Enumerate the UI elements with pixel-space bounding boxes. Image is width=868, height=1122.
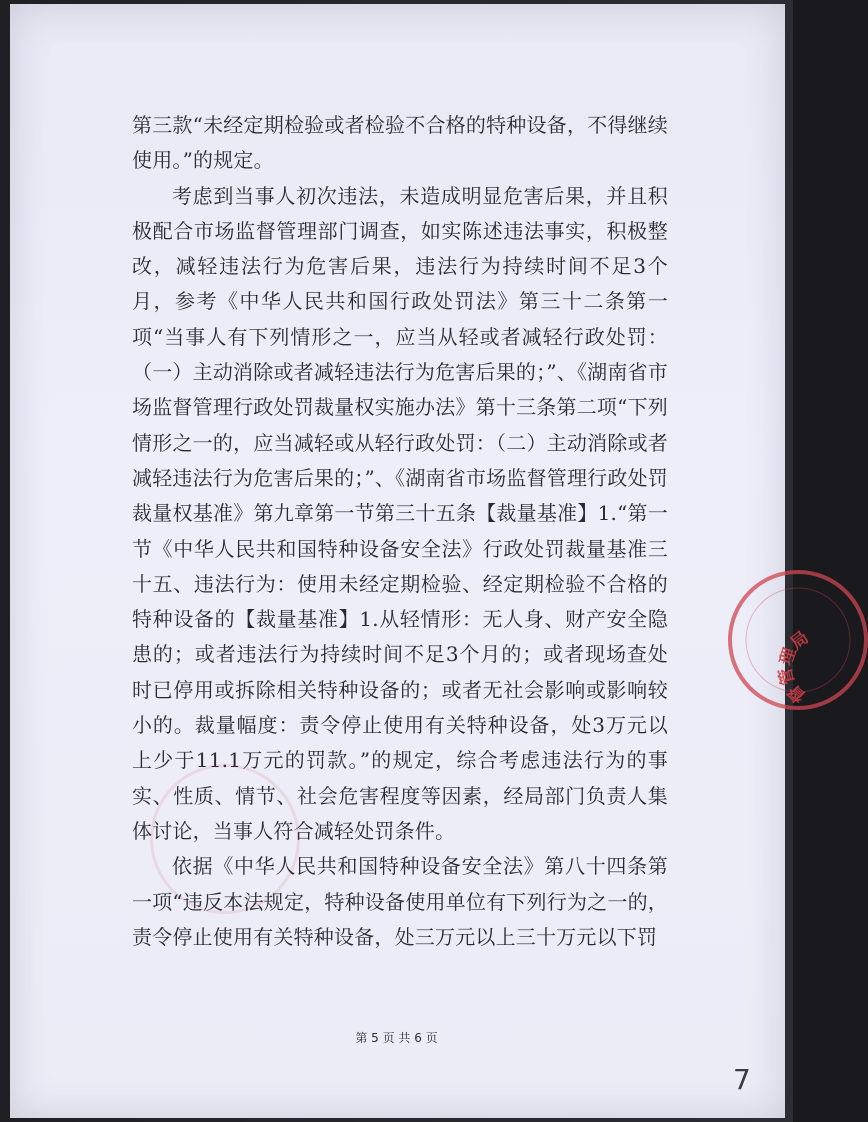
paragraph-legal-basis: 依据《中华人民共和国特种设备安全法》第八十四条第一项“违反本法规定，特种设备使用单位有下列行为之一的，责令停止使用有关特种设备，处三万元以上三十万元以下罚 xyxy=(132,854,668,949)
paragraph-continuation: 第三款“未经定期检验或者检验不合格的特种设备，不得继续使用。”的规定。 xyxy=(132,113,668,173)
handwritten-page-mark: 7 xyxy=(733,1063,751,1096)
document-body xyxy=(132,108,668,955)
svg-text:督管理局 xyxy=(759,624,835,710)
paragraph-mitigation: 考虑到当事人初次违法，未造成明显危害后果，并且积极配合市场监督管理部门调查，如实陈述违法事实，积极整改，减轻违法行为危害后果，违法行为持续时间不足3个月，参考《中华人民共和国行政处罚法》第三十二条第一项“当事人有下列情形之一，应当从轻或者减轻行政处罚：（一）主动消除或者减轻违法行为危害后果的；”、《湖南省市场监督管理行政处罚裁量权实施办法》第十三条第二项“下列情形之一的，应当减轻或从轻行政处罚：（二）主动消除或者减轻违法行为危害后果的；”、《湖南省市场监督管理行政处罚裁量权基准》第九章第一节第三十五条【裁量基准】1.“第一节《中华人民共和国特种设备安全法》行政处罚裁量基准三十五、违法行为：使用未经定期检验、经定期检验不合格的特种设备的【裁量基准】1.从轻情形：无人身、财产安全隐患的；或者违法行为持续时间不足3个月的；或者现场查处时已停用或拆除相关特种设备的；或者无社会影响或影响较小的。裁量幅度：责令停止使用有关特种设备，处3万元以上少于11.1万元的罚款。”的规定，综合考虑违法行为的事实、性质、情节、社会危害程度等因素，经局部门负责人集体讨论，当事人符合减轻处罚条件。 xyxy=(132,183,668,843)
seal-graphic xyxy=(728,570,868,710)
page-number-footer: 第 5 页 共 6 页 xyxy=(355,1031,438,1045)
official-seal xyxy=(728,570,868,710)
seal-text: 督管理局 xyxy=(775,627,813,707)
